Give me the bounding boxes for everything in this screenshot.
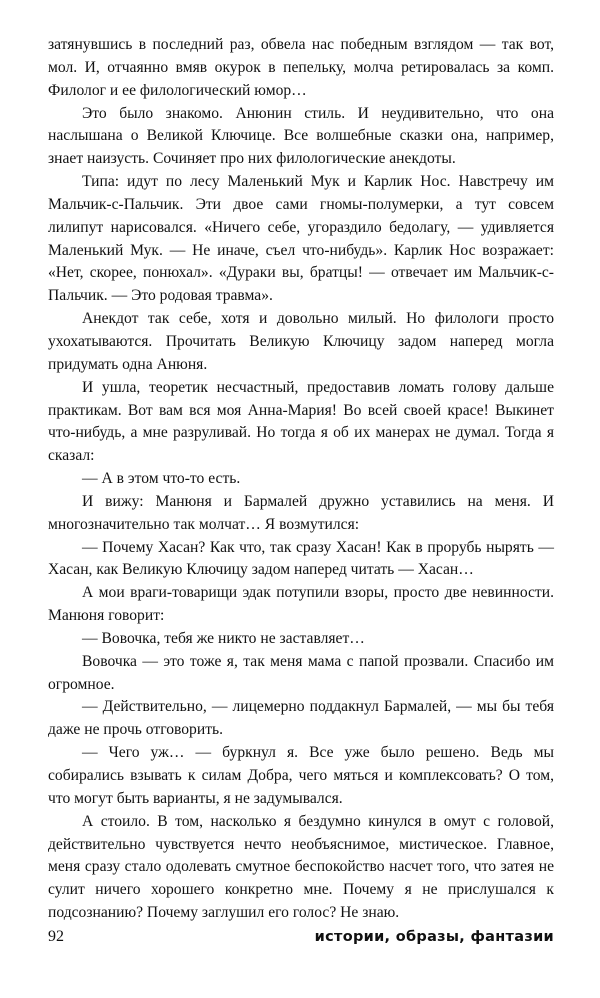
page-number: 92: [48, 928, 64, 945]
page-footer: [48, 928, 554, 946]
body-text: [48, 34, 554, 925]
paragraph: Анекдот так себе, хотя и довольно милый. Но филологи просто ухохатываются. Прочитать Великую Ключицу задом наперед могла придумать одна Анюня.: [48, 310, 554, 373]
paragraph: — А в этом что-то есть.: [82, 470, 241, 488]
paragraph: — Почему Хасан? Как что, так сразу Хасан! Как в прорубь нырять — Хасан, как Великую Ключицу задом наперед читать — Хасан…: [48, 538, 554, 579]
paragraph: Это было знакомо. Анюнин стиль. И неудивительно, что она наслышана о Великой Ключице. Все волшебные сказки она, например, знает наизусть. Сочиняет про них филологические анекдоты.: [48, 104, 554, 168]
paragraph: И ушла, теоретик несчастный, предоставив ломать голову дальше практикам. Вот вам вся моя Анна-Мария! Во всей своей красе! Выкинет что-нибудь, а мне разруливай. Но тогда я об их манерах не думал. Тогда я сказал:: [48, 378, 554, 465]
series-title: истории, образы, фантазии: [314, 929, 554, 945]
paragraph: А мои враги-товарищи эдак потупили взоры, просто две невинности. Манюня говорит:: [48, 584, 554, 625]
paragraph: — Действительно, — лицемерно поддакнул Бармалей, — мы бы тебя даже не прочь отговорить.: [48, 698, 554, 739]
paragraph: И вижу: Манюня и Бармалей дружно уставились на меня. И многозначительно так молчат… Я возмутился:: [48, 492, 554, 533]
paragraph: Типа: идут по лесу Маленький Мук и Карлик Нос. Навстречу им Мальчик-с-Пальчик. Эти двое сами гномы-полумерки, а тут совсем лилипут нарисовался. «Ничего себе, угораздило бедолагу, — удивляется Маленький Мук. — Не иначе, съел что-нибудь». Карлик Нос возражает: «Нет, скорее, понюхал». «Дураки вы, братцы! — отвечает им Мальчик-с-Пальчик. — Это родовая травма».: [48, 173, 554, 305]
paragraph: А стоило. В том, насколько я бездумно кинулся в омут с головой, действительно чувствуется нечто необъяснимое, мистическое. Главное, меня сразу стало одолевать смутное беспокойство насчет того, что затея не сулит ничего хорошего конкретно мне. Почему я не прислушался к подсознанию? Почему заглушил его голос? Не знаю.: [48, 812, 554, 922]
paragraph: — Чего уж… — буркнул я. Все уже было решено. Ведь мы собирались взывать к силам Добра, чего мяться и комплексовать? О том, что могут быть варианты, я не задумывался.: [48, 744, 554, 807]
paragraph: Вовочка — это тоже я, так меня мама с папой прозвали. Спасибо им огромное.: [48, 652, 554, 693]
paragraph: — Вовочка, тебя же никто не заставляет…: [82, 629, 365, 647]
paragraph: затянувшись в последний раз, обвела нас победным взглядом — так вот, мол. И, отчаянно вмяв окурок в пепельку, молча ретировалась за комп. Филолог и ее филологический юмор…: [48, 36, 554, 99]
